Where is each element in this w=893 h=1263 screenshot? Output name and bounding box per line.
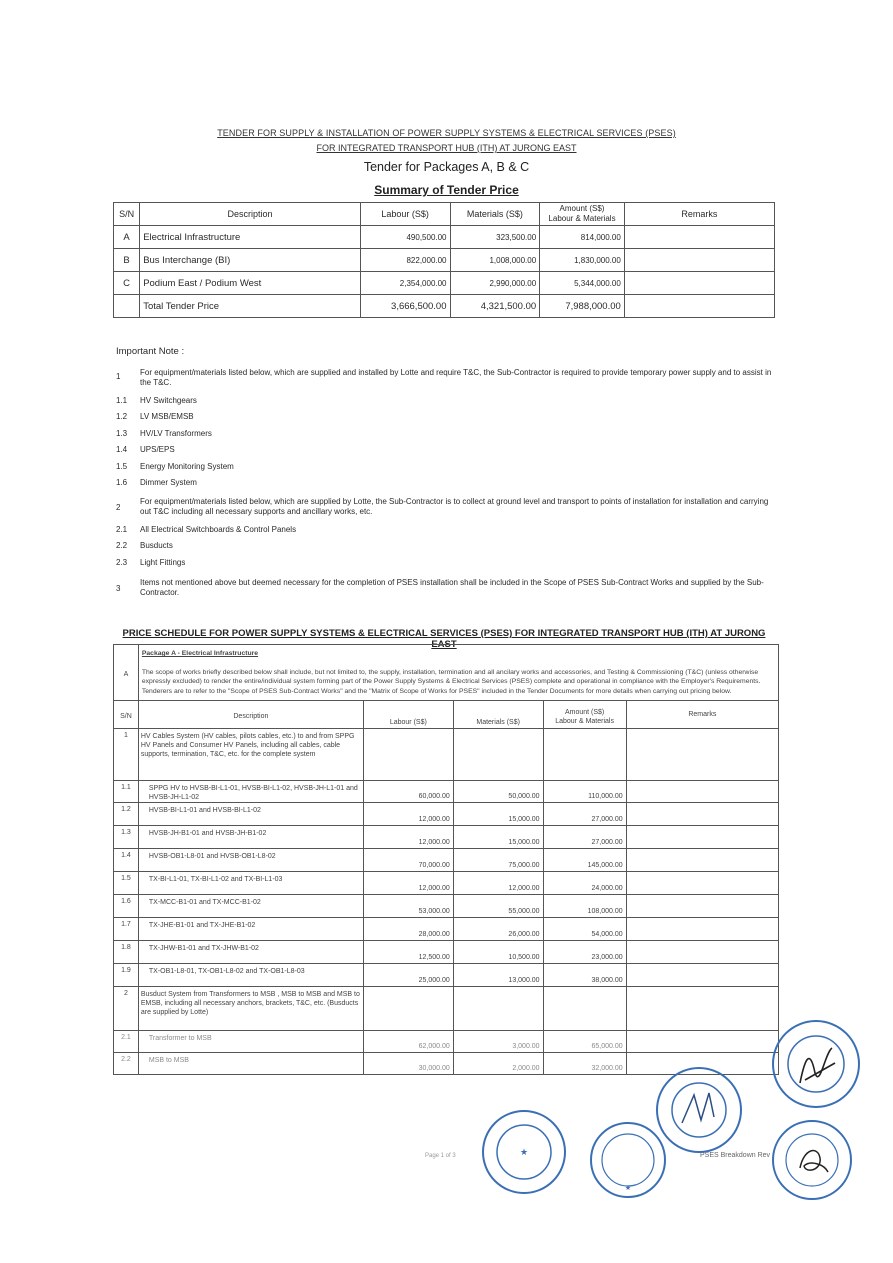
note-text: Energy Monitoring System	[140, 462, 234, 471]
row-desc: TX-BI-L1-01, TX-BI-L1-02 and TX-BI-L1-03	[138, 872, 363, 895]
row-sn: 1.1	[114, 781, 139, 803]
row-materials: 13,000.00	[453, 964, 543, 987]
row-sn: 1.9	[114, 964, 139, 987]
row-labour: 62,000.00	[363, 1031, 453, 1053]
lotte-stamp-with-signature-icon	[770, 1118, 854, 1202]
summary-amount: 5,344,000.00	[540, 272, 625, 295]
row-desc: TX-JHW-B1-01 and TX-JHW-B1-02	[138, 941, 363, 964]
summary-total-remarks	[624, 295, 774, 318]
row-desc: MSB to MSB	[138, 1053, 363, 1075]
note-number: 2.3	[116, 558, 128, 567]
col-remarks: Remarks	[624, 203, 774, 226]
note-text: LV MSB/EMSB	[140, 412, 194, 421]
row-materials: 2,000.00	[453, 1053, 543, 1075]
tender-title-line1: TENDER FOR SUPPLY & INSTALLATION OF POWER SUPPLY SYSTEMS & ELECTRICAL SERVICES (PSES)	[217, 128, 676, 138]
summary-total-materials: 4,321,500.00	[450, 295, 540, 318]
summary-desc: Podium East / Podium West	[140, 272, 361, 295]
package-scope	[138, 645, 778, 701]
row-labour: 12,000.00	[363, 872, 453, 895]
row-sn: 1.6	[114, 895, 139, 918]
summary-remarks	[624, 226, 774, 249]
note-text: Items not mentioned above but deemed necessary for the completion of PSES installation shall be included in the Scope of PSES Sub-Contract Works and supplied by the Sub-Contractor.	[140, 578, 764, 597]
package-sn: A	[114, 645, 139, 701]
row-materials: 3,000.00	[453, 1031, 543, 1053]
summary-total-amount: 7,988,000.00	[540, 295, 625, 318]
svg-text:★: ★	[624, 1184, 632, 1192]
col-materials: Materials (S$)	[450, 203, 540, 226]
price-schedule-table	[113, 644, 779, 1075]
package-row	[114, 645, 779, 701]
row-labour: 70,000.00	[363, 849, 453, 872]
row-labour: 12,500.00	[363, 941, 453, 964]
row-desc: Busduct System from Transformers to MSB , MSB to MSB and MSB to EMSB, including all necessary anchors, brackets, T&C, etc. (Busducts are supplied by Lotte)	[138, 987, 363, 1031]
summary-desc: Electrical Infrastructure	[140, 226, 361, 249]
row-sn: 2	[114, 987, 139, 1031]
note-number: 2.2	[116, 541, 128, 550]
schedule-row	[114, 941, 779, 964]
row-sn: 1.5	[114, 872, 139, 895]
row-amount: 24,000.00	[543, 872, 626, 895]
schedule-row	[114, 729, 779, 781]
row-desc: HVSB-OB1-L8-01 and HVSB-OB1-L8-02	[138, 849, 363, 872]
row-amount: 54,000.00	[543, 918, 626, 941]
summary-row	[114, 249, 775, 272]
row-remarks	[626, 826, 778, 849]
summary-labour: 2,354,000.00	[360, 272, 450, 295]
summary-amount: 814,000.00	[540, 226, 625, 249]
summary-table	[113, 202, 775, 318]
package-title: Package A - Electrical Infrastructure	[141, 650, 259, 657]
note-text: All Electrical Switchboards & Control Panels	[140, 525, 297, 534]
bnl-stamp-with-signature-icon	[654, 1065, 744, 1155]
schedule-row	[114, 826, 779, 849]
row-amount	[543, 987, 626, 1031]
row-sn: 2.1	[114, 1031, 139, 1053]
row-sn: 1.7	[114, 918, 139, 941]
row-amount: 23,000.00	[543, 941, 626, 964]
row-amount: 32,000.00	[543, 1053, 626, 1075]
row-sn: 2.2	[114, 1053, 139, 1075]
row-amount: 38,000.00	[543, 964, 626, 987]
package-text: The scope of works briefly described below shall include, but not limited to, the supply, installation, termination and all ancilary works and accessories, and Testing & Commissioning (T&C) (unless otherwise expressly excluded) to render the entire/individual system forming part of the Power Supply Systems & Electrical Services (PSES) complete and operational in compliance with the Employer's Requirements. Tenderers are to refer to the "Scope of PSES Sub-Contract Works" and the "Matrix of Scope of Works for PSES" included in the Tender Documents for more details when carrying out pricing below.	[141, 668, 761, 695]
summary-total-labour: 3,666,500.00	[360, 295, 450, 318]
row-amount: 145,000.00	[543, 849, 626, 872]
row-labour: 25,000.00	[363, 964, 453, 987]
row-desc: TX-MCC-B1-01 and TX-MCC-B1-02	[138, 895, 363, 918]
row-desc: HVSB-JH-B1-01 and HVSB-JH-B1-02	[138, 826, 363, 849]
row-amount: 27,000.00	[543, 803, 626, 826]
col-remarks: Remarks	[626, 701, 778, 729]
row-materials: 26,000.00	[453, 918, 543, 941]
note-text: For equipment/materials listed below, which are supplied by Lotte, the Sub-Contractor is to collect at ground level and transport to points of installation for installation and carrying out T&C including all necessary supports and ancillary works, etc.	[140, 497, 769, 516]
note-number: 1.5	[116, 462, 128, 471]
col-amount-line1: Amount (S$)	[559, 204, 605, 213]
col-materials: Materials (S$)	[453, 701, 543, 729]
col-amount	[543, 701, 626, 729]
summary-remarks	[624, 249, 774, 272]
summary-total-label: Total Tender Price	[140, 295, 361, 318]
row-amount: 65,000.00	[543, 1031, 626, 1053]
row-desc: SPPG HV to HVSB-BI-L1-01, HVSB-BI-L1-02, HVSB-JH-L1-01 and HVSB-JH-L1-02	[138, 781, 363, 803]
note-number: 3	[116, 584, 121, 593]
row-amount: 110,000.00	[543, 781, 626, 803]
row-sn: 1.8	[114, 941, 139, 964]
schedule-row	[114, 803, 779, 826]
schedule-row	[114, 872, 779, 895]
row-sn: 1	[114, 729, 139, 781]
note-text: Busducts	[140, 541, 173, 550]
schedule-row	[114, 781, 779, 803]
row-sn: 1.4	[114, 849, 139, 872]
note-text: Dimmer System	[140, 478, 197, 487]
bnl-company-stamp-icon	[480, 1108, 568, 1196]
summary-sn: B	[114, 249, 140, 272]
row-desc: Transformer to MSB	[138, 1031, 363, 1053]
row-remarks	[626, 872, 778, 895]
col-amount	[540, 203, 625, 226]
col-description: Description	[140, 203, 361, 226]
row-remarks	[626, 964, 778, 987]
row-sn: 1.3	[114, 826, 139, 849]
tender-subtitle: Tender for Packages A, B & C	[363, 160, 530, 174]
row-remarks	[626, 1031, 778, 1053]
schedule-row	[114, 1031, 779, 1053]
summary-row	[114, 272, 775, 295]
row-remarks	[626, 803, 778, 826]
note-number: 1.6	[116, 478, 128, 487]
bnl-corner-stamp-icon	[770, 1018, 862, 1110]
note-number: 1.2	[116, 412, 128, 421]
summary-sn: A	[114, 226, 140, 249]
schedule-row	[114, 895, 779, 918]
summary-total-row	[114, 295, 775, 318]
row-materials: 50,000.00	[453, 781, 543, 803]
col-labour: Labour (S$)	[363, 701, 453, 729]
summary-amount: 1,830,000.00	[540, 249, 625, 272]
row-amount: 27,000.00	[543, 826, 626, 849]
summary-materials: 323,500.00	[450, 226, 540, 249]
important-note-heading: Important Note :	[116, 346, 185, 357]
note-number: 1.1	[116, 396, 128, 405]
row-amount	[543, 729, 626, 781]
row-desc: TX-JHE-B1-01 and TX-JHE-B1-02	[138, 918, 363, 941]
note-text: For equipment/materials listed below, which are supplied and installed by Lotte and require T&C, the Sub-Contractor is required to provide temporary power supply and to assist in the T&C.	[140, 368, 772, 387]
col-amount-line2: Labour & Materials	[555, 718, 614, 725]
row-labour	[363, 729, 453, 781]
summary-materials: 1,008,000.00	[450, 249, 540, 272]
row-materials	[453, 987, 543, 1031]
document-reference: PSES Breakdown Rev	[700, 1152, 771, 1159]
note-number: 1	[116, 372, 121, 381]
col-sn: S/N	[114, 701, 139, 729]
summary-row	[114, 226, 775, 249]
row-labour	[363, 987, 453, 1031]
row-labour: 30,000.00	[363, 1053, 453, 1075]
row-labour: 53,000.00	[363, 895, 453, 918]
row-desc: TX-OB1-L8-01, TX-OB1-L8-02 and TX-OB1-L8-03	[138, 964, 363, 987]
summary-labour: 822,000.00	[360, 249, 450, 272]
col-amount-line1: Amount (S$)	[564, 709, 605, 716]
note-number: 1.4	[116, 445, 128, 454]
row-sn: 1.2	[114, 803, 139, 826]
row-remarks	[626, 849, 778, 872]
note-number: 2.1	[116, 525, 128, 534]
page-number: Page 1 of 3	[425, 1153, 456, 1159]
col-amount-line2: Labour & Materials	[548, 214, 616, 223]
row-remarks	[626, 729, 778, 781]
schedule-row	[114, 849, 779, 872]
row-amount: 108,000.00	[543, 895, 626, 918]
schedule-row	[114, 964, 779, 987]
summary-desc: Bus Interchange (BI)	[140, 249, 361, 272]
row-materials: 55,000.00	[453, 895, 543, 918]
summary-header-row	[114, 203, 775, 226]
col-labour: Labour (S$)	[360, 203, 450, 226]
tender-title-line2: FOR INTEGRATED TRANSPORT HUB (ITH) AT JURONG EAST	[316, 143, 577, 153]
summary-labour: 490,500.00	[360, 226, 450, 249]
row-labour: 60,000.00	[363, 781, 453, 803]
note-text: UPS/EPS	[140, 445, 175, 454]
row-materials: 12,000.00	[453, 872, 543, 895]
row-materials: 15,000.00	[453, 803, 543, 826]
row-labour: 12,000.00	[363, 803, 453, 826]
row-remarks	[626, 987, 778, 1031]
row-materials: 10,500.00	[453, 941, 543, 964]
note-text: HV/LV Transformers	[140, 429, 212, 438]
row-remarks	[626, 895, 778, 918]
note-text: Light Fittings	[140, 558, 186, 567]
row-remarks	[626, 918, 778, 941]
schedule-row	[114, 987, 779, 1031]
note-number: 1.3	[116, 429, 128, 438]
row-materials: 75,000.00	[453, 849, 543, 872]
summary-remarks	[624, 272, 774, 295]
row-materials	[453, 729, 543, 781]
row-remarks	[626, 781, 778, 803]
summary-materials: 2,990,000.00	[450, 272, 540, 295]
row-labour: 12,000.00	[363, 826, 453, 849]
summary-heading: Summary of Tender Price	[374, 183, 519, 197]
schedule-header-row	[114, 701, 779, 729]
row-desc: HV Cables System (HV cables, pilots cables, etc.) to and from SPPG HV Panels and Consumer HV Panels, including all cables, cable supports, termination, T&C, etc. for the complete system	[138, 729, 363, 781]
note-number: 2	[116, 503, 121, 512]
svg-text:★: ★	[519, 1148, 529, 1158]
price-schedule-title: PRICE SCHEDULE FOR POWER SUPPLY SYSTEMS & ELECTRICAL SERVICES (PSES) FOR INTEGRATED TRANSPORT HUB (ITH) AT JURONG EAST	[122, 628, 766, 650]
summary-sn: C	[114, 272, 140, 295]
summary-total-sn	[114, 295, 140, 318]
col-sn: S/N	[114, 203, 140, 226]
note-text: HV Switchgears	[140, 396, 197, 405]
schedule-row	[114, 918, 779, 941]
row-desc: HVSB-BI-L1-01 and HVSB-BI-L1-02	[138, 803, 363, 826]
row-materials: 15,000.00	[453, 826, 543, 849]
col-description: Description	[138, 701, 363, 729]
row-remarks	[626, 941, 778, 964]
row-labour: 28,000.00	[363, 918, 453, 941]
